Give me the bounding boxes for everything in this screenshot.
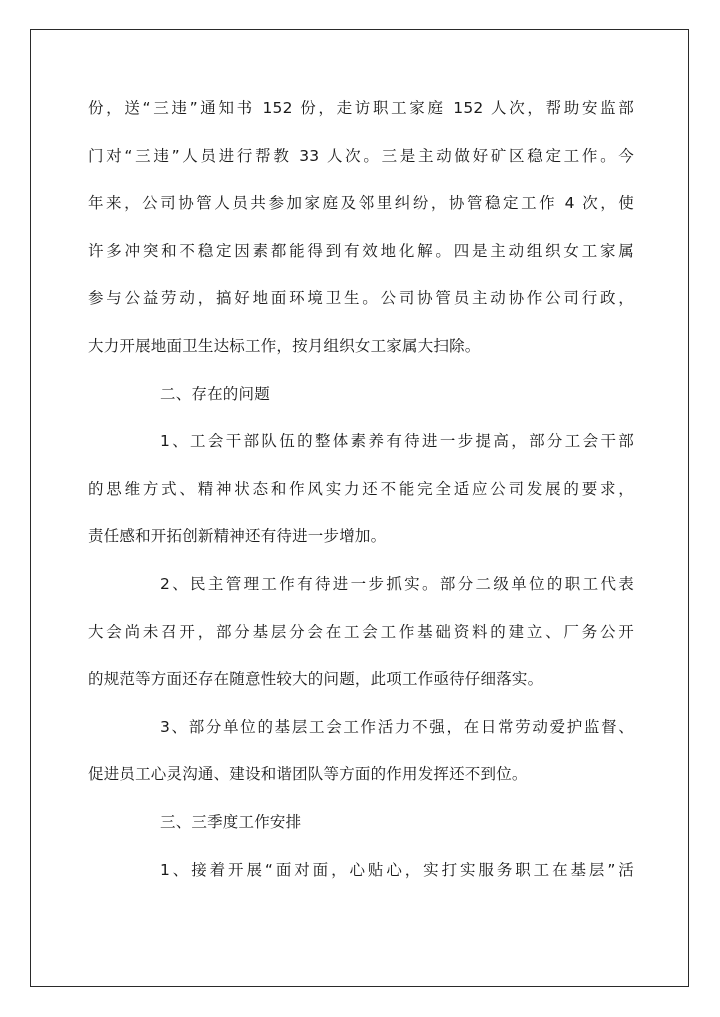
text-line: 的规范等方面还存在随意性较大的问题，此项工作亟待仔细落实。 [88,670,544,689]
text-line: 大会尚未召开，部分基层分会在工会工作基础资料的建立、厂务公开 [88,622,634,641]
text-line: 的思维方式、精神状态和作风实力还不能完全适应公司发展的要求， [88,479,634,498]
section-heading: 二、存在的问题 [160,384,270,403]
text-line: 责任感和开拓创新精神还有待进一步增加。 [88,527,387,546]
text-line: 门对“三违”人员进行帮教 33 人次。三是主动做好矿区稳定工作。今 [88,146,634,165]
text-line: 年来，公司协管人员共参加家庭及邻里纠纷，协管稳定工作 4 次，使 [88,194,634,213]
text-line: 1、接着开展“面对面，心贴心，实打实服务职工在基层”活 [160,860,634,879]
text-line: 2、民主管理工作有待进一步抓实。部分二级单位的职工代表 [160,574,634,593]
text-line: 份，送“三违”通知书 152 份，走访职工家庭 152 人次，帮助安监部 [88,99,634,117]
text-line: 3、部分单位的基层工会工作活力不强，在日常劳动爱护监督、 [160,717,634,736]
text-line: 1、工会干部队伍的整体素养有待进一步提高，部分工会干部 [160,432,634,451]
text-line: 促进员工心灵沟通、建设和谐团队等方面的作用发挥还不到位。 [88,765,528,784]
text-line: 许多冲突和不稳定因素都能得到有效地化解。四是主动组织女工家属 [88,241,634,260]
section-heading: 三、三季度工作安排 [160,812,302,831]
document-body [88,94,634,903]
text-line: 大力开展地面卫生达标工作，按月组织女工家属大扫除。 [88,336,481,355]
text-line: 参与公益劳动，搞好地面环境卫生。公司协管员主动协作公司行政， [88,289,634,308]
